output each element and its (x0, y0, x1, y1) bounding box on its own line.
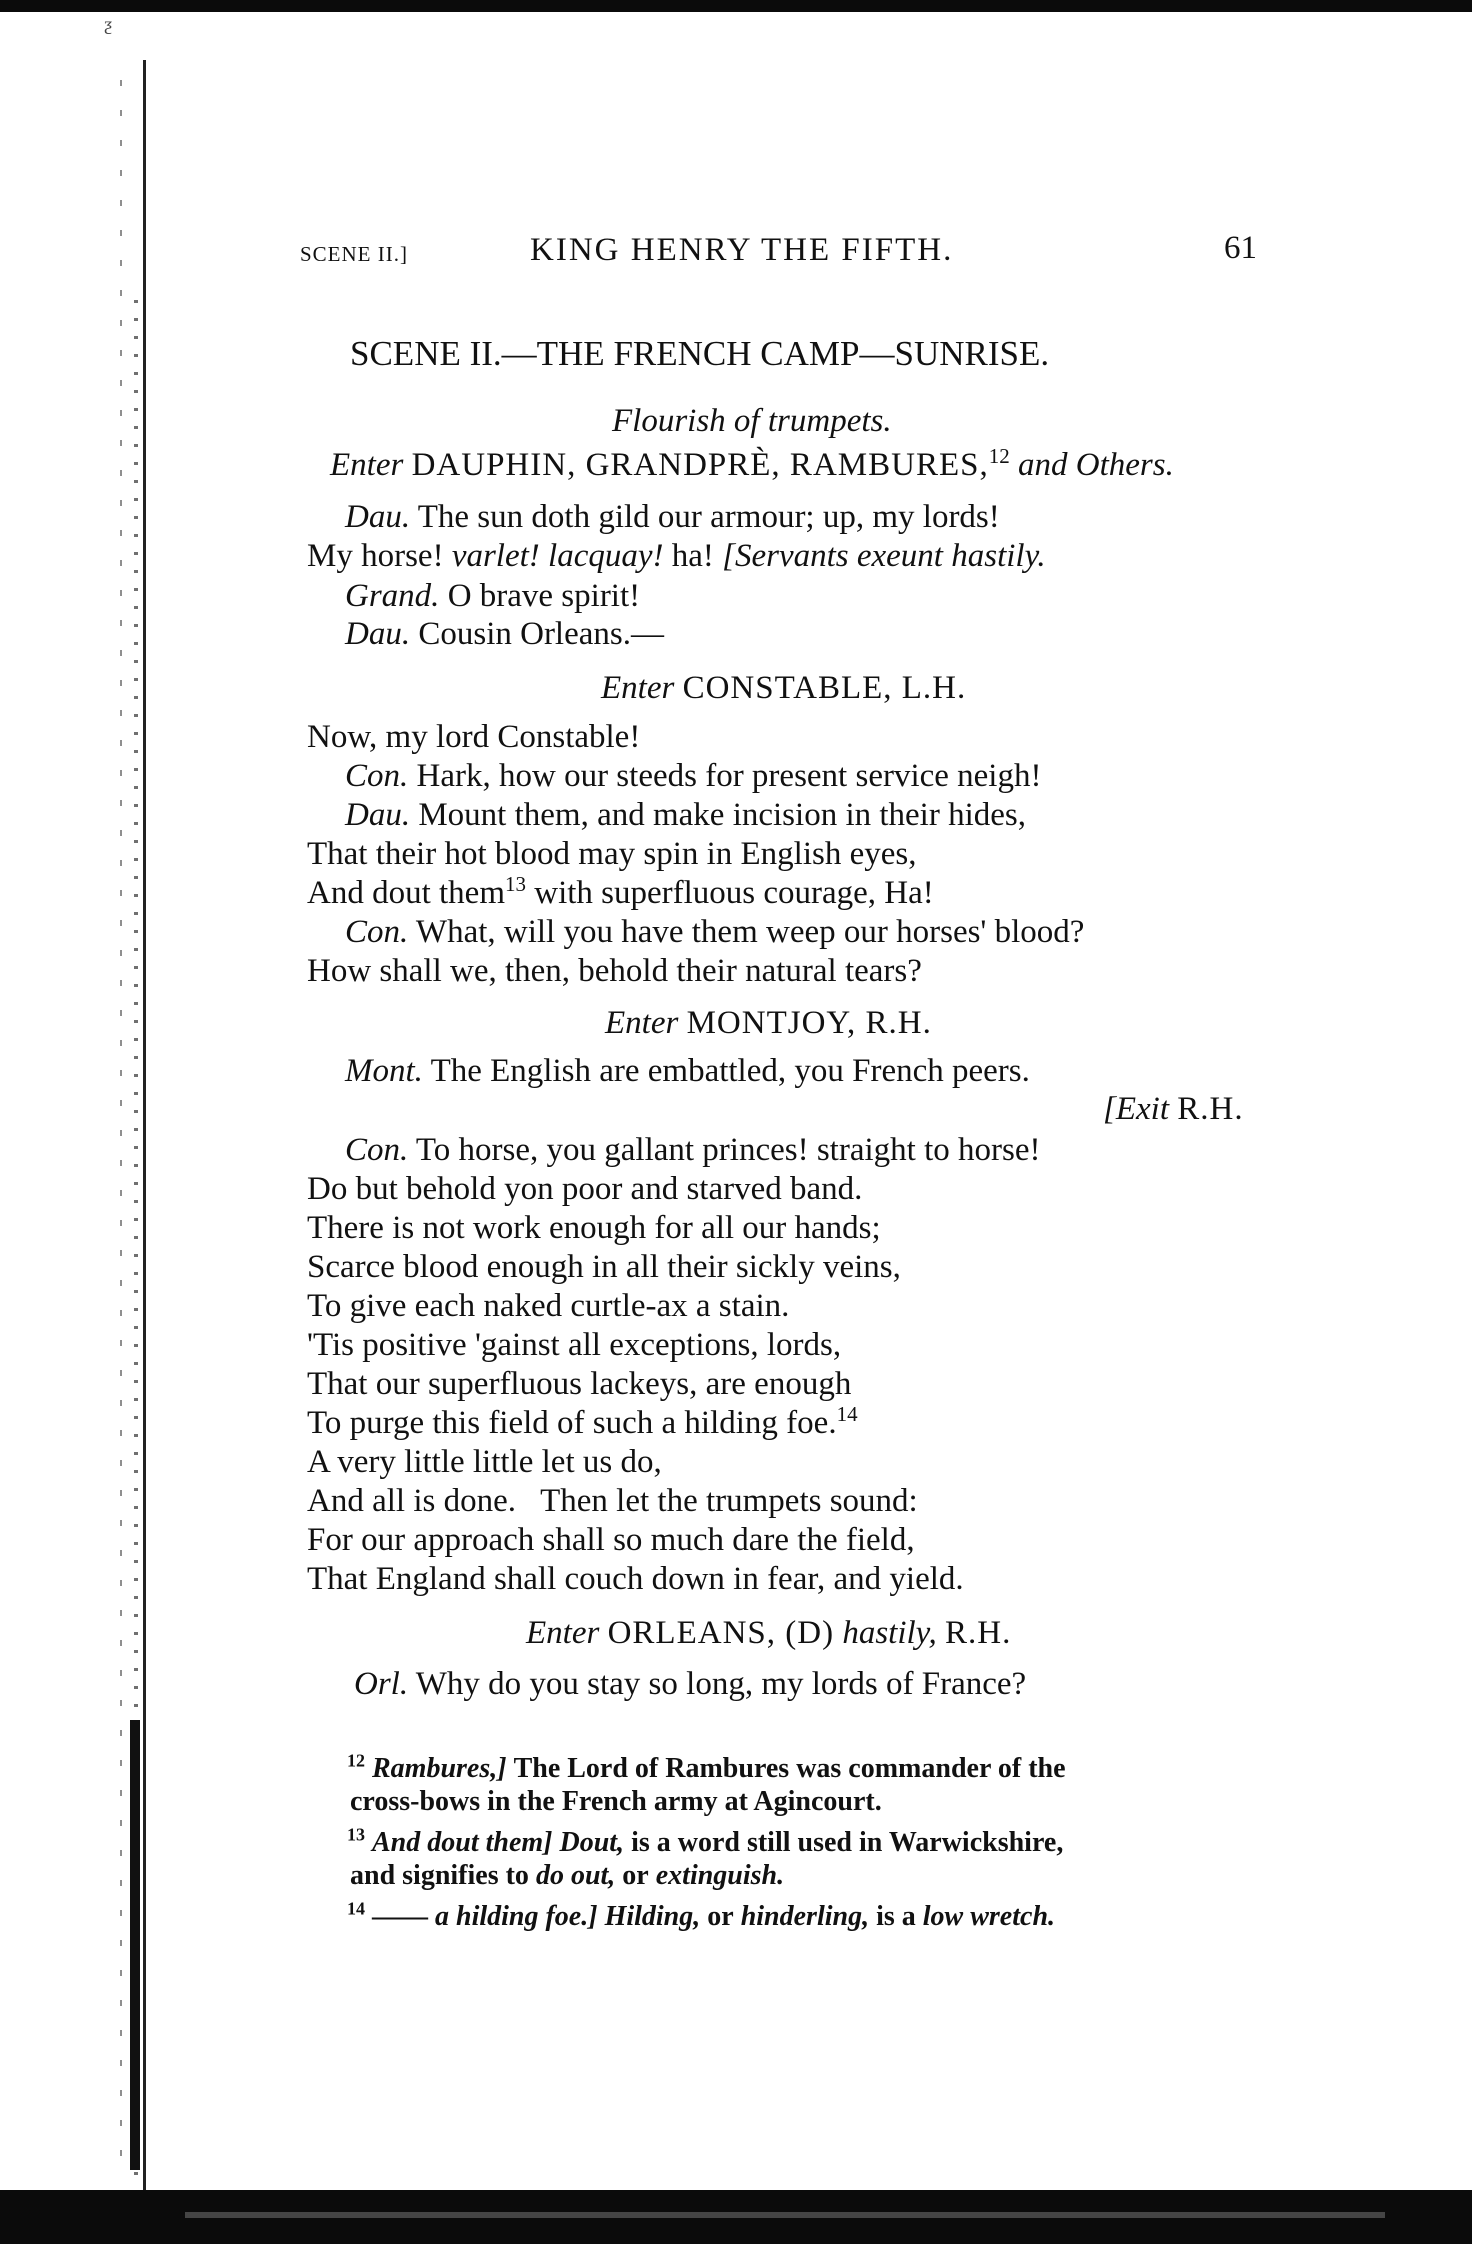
enter-side: R.H. (945, 1615, 1012, 1651)
footnote-italic: low wretch. (922, 1901, 1056, 1932)
line-text: Why do you stay so long, my lords of France? (415, 1666, 1027, 1702)
verse-line: There is not work enough for all our hands; (307, 1210, 881, 1246)
exit-word: [Exit (1103, 1091, 1169, 1127)
verse-line (345, 1051, 1030, 1091)
scan-gutter-line (143, 60, 146, 2190)
footnote-word: Dout, (559, 1827, 625, 1858)
verse-line (354, 1664, 1026, 1704)
stage-direction-enter-3 (605, 1003, 932, 1043)
verse-line (307, 873, 934, 913)
verse-line: That our superfluous lackeys, are enough (307, 1366, 852, 1402)
verse-line: How shall we, then, behold their natural tears? (307, 953, 922, 989)
stage-direction-exit (1103, 1089, 1244, 1129)
footnote-12-continued (350, 1785, 882, 1819)
scene-heading: SCENE II.—THE FRENCH CAMP—SUNRISE. (350, 334, 1050, 373)
stage-direction-enter-1 (330, 445, 1174, 485)
footnote-ref-14: 14 (836, 1402, 858, 1426)
footnote-ref-13: 13 (504, 872, 526, 896)
line-text: The English are embattled, you French peers. (430, 1053, 1030, 1089)
footnote-14 (347, 1900, 1055, 1934)
verse-line (307, 1403, 858, 1443)
enter-word: Enter (526, 1615, 600, 1651)
scan-gutter-shadow (130, 1720, 140, 2170)
footnote-text: or (707, 1901, 734, 1932)
verse-line: Do but behold yon poor and starved band. (307, 1171, 863, 1207)
footnote-text: and signifies to (350, 1860, 529, 1891)
footnote-text: is a word still used in Warwickshire, (631, 1827, 1064, 1858)
enter-names: ORLEANS, (D) (607, 1615, 835, 1651)
scan-streak (185, 2212, 1385, 2218)
speaker: Dau. (345, 616, 411, 652)
verse-line: For our approach shall so much dare the field, (307, 1522, 915, 1558)
scan-gutter-marks (120, 80, 122, 2180)
verse-line (345, 756, 1041, 796)
verse-line (345, 795, 1026, 835)
scan-top-border (0, 0, 1472, 12)
verse-line: Scarce blood enough in all their sickly veins, (307, 1249, 901, 1285)
verse-line (345, 614, 664, 654)
line-text: with superfluous courage, Ha! (534, 875, 934, 911)
line-text: Cousin Orleans.— (418, 616, 664, 652)
speaker: Grand. (345, 578, 440, 614)
verse-line (345, 576, 640, 616)
footnote-term: And dout them] (372, 1827, 553, 1858)
footnote-word: Hilding, (604, 1901, 701, 1932)
verse-line: That their hot blood may spin in English eyes, (307, 836, 917, 872)
footnote-ref-12: 12 (988, 444, 1010, 468)
footnote-italic: do out, (535, 1860, 616, 1891)
enter-rest: and Others. (1018, 447, 1174, 483)
enter-word: Enter (601, 670, 675, 706)
speaker: Con. (345, 914, 409, 950)
footnote-dash: —— (372, 1901, 428, 1932)
line-text: To purge this field of such a hilding foe. (307, 1405, 837, 1441)
footnote-text: or (622, 1860, 649, 1891)
exit-side: R.H. (1177, 1091, 1244, 1127)
header-scene-ref: SCENE II.] (300, 242, 408, 266)
enter-names: CONSTABLE, L.H. (682, 670, 967, 706)
scan-bottom-border (0, 2190, 1472, 2244)
enter-names: MONTJOY, R.H. (686, 1005, 932, 1041)
running-header (300, 228, 1265, 278)
scan-corner-mark: ƺ (104, 14, 112, 34)
line-text: ha! (671, 538, 714, 574)
enter-manner: hastily, (842, 1615, 937, 1651)
verse-line (345, 497, 1000, 537)
footnote-text: cross-bows in the French army at Agincourt. (350, 1786, 882, 1817)
footnote-number: 14 (347, 1898, 365, 1919)
speaker: Con. (345, 758, 409, 794)
stage-direction-flourish: Flourish of trumpets. (612, 403, 892, 439)
stage-direction-enter-2 (601, 668, 966, 708)
header-title: KING HENRY THE FIFTH. (530, 232, 954, 268)
footnote-term: Rambures,] (372, 1753, 507, 1784)
footnote-12 (347, 1752, 1066, 1786)
footnote-text: The Lord of Rambures was commander of the (513, 1753, 1066, 1784)
speaker: Dau. (345, 499, 411, 535)
line-text: My horse! (307, 538, 444, 574)
verse-line: That England shall couch down in fear, and yield. (307, 1561, 964, 1597)
verse-line: A very little little let us do, (307, 1444, 662, 1480)
footnote-number: 13 (347, 1824, 365, 1845)
enter-word: Enter (605, 1005, 679, 1041)
footnote-text: is a (876, 1901, 916, 1932)
enter-names: DAUPHIN, GRANDPRÈ, RAMBURES, (411, 447, 989, 483)
page-number: 61 (1224, 230, 1257, 266)
stage-direction-servants: [Servants exeunt hastily. (722, 538, 1046, 574)
speaker: Dau. (345, 797, 411, 833)
verse-line (345, 1130, 1040, 1170)
footnote-italic: extinguish. (655, 1860, 785, 1891)
speaker: Con. (345, 1132, 409, 1168)
footnote-term: a hilding foe.] (435, 1901, 598, 1932)
verse-line: And all is done. Then let the trumpets sound: (307, 1483, 918, 1519)
footnote-13 (347, 1826, 1063, 1860)
footnote-italic: hinderling, (740, 1901, 870, 1932)
enter-word: Enter (330, 447, 404, 483)
line-text: Mount them, and make incision in their hides, (418, 797, 1026, 833)
line-text-italic: varlet! lacquay! (451, 538, 664, 574)
verse-line (345, 912, 1084, 952)
verse-line: 'Tis positive 'gainst all exceptions, lords, (307, 1327, 842, 1363)
speaker: Mont. (345, 1053, 423, 1089)
speaker: Orl. (354, 1666, 409, 1702)
line-text: What, will you have them weep our horses' blood? (415, 914, 1085, 950)
line-text: The sun doth gild our armour; up, my lords! (417, 499, 1000, 535)
line-text: O brave spirit! (447, 578, 641, 614)
line-text: And dout them (307, 875, 505, 911)
stage-direction-enter-4 (526, 1613, 1011, 1653)
footnote-13-continued (350, 1859, 784, 1893)
verse-line: To give each naked curtle-ax a stain. (307, 1288, 790, 1324)
verse-line (307, 536, 1046, 576)
footnote-number: 12 (347, 1750, 365, 1771)
line-text: To horse, you gallant princes! straight to horse! (415, 1132, 1041, 1168)
verse-line: Now, my lord Constable! (307, 719, 641, 755)
line-text: Hark, how our steeds for present service neigh! (416, 758, 1042, 794)
